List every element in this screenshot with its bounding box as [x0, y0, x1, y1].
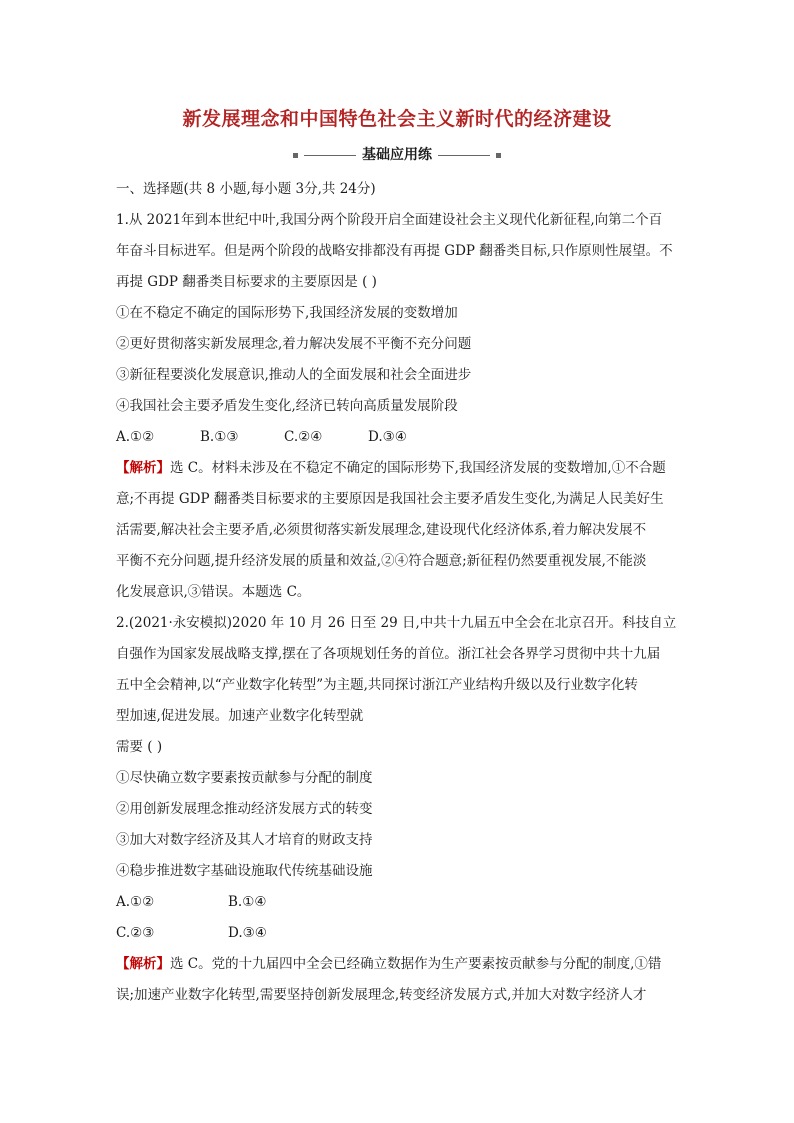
right-rule	[438, 155, 490, 156]
q1-item: ②更好贯彻落实新发展理念,着力解决发展不平衡不充分问题	[116, 336, 472, 352]
q2-option-b: B.①④	[228, 894, 267, 910]
q1-stem-line: 年奋斗目标进军。但是两个阶段的战略安排都没有再提 GDP 翻番类目标,只作原则性展望。不	[116, 243, 673, 259]
q2-option-c: C.②③	[116, 925, 155, 941]
q2-item: ①尽快确立数字要素按贡献参与分配的制度	[116, 770, 373, 786]
q1-analysis-line: 意;不再提 GDP 翻番类目标要求的主要原因是我国社会主要矛盾发生变化,为满足人民美好生	[116, 491, 664, 507]
subtitle-banner	[0, 144, 794, 164]
q1-option-c: C.②④	[284, 429, 323, 445]
q1-stem-line: 再提 GDP 翻番类目标要求的主要原因是 ( )	[116, 274, 377, 290]
analysis-label: 【解析】	[116, 460, 170, 476]
document-title: 新发展理念和中国特色社会主义新时代的经济建设	[182, 108, 612, 130]
q2-analysis-text: 选 C。党的十九届四中全会已经确立数据作为生产要素按贡献参与分配的制度,①错	[170, 956, 662, 972]
q2-stem-line: 2.(2021·永安模拟)2020 年 10 月 26 日至 29 日,中共十九届五中全会在北京召开。科技自立	[116, 615, 677, 631]
q1-analysis-line: 化发展意识,③错误。本题选 C。	[116, 584, 311, 600]
q1-option-d: D.③④	[368, 429, 407, 445]
q1-analysis-text: 选 C。材料未涉及在不稳定不确定的国际形势下,我国经济发展的变数增加,①不合题	[170, 460, 666, 476]
q2-analysis-line	[116, 949, 686, 980]
content	[116, 174, 686, 1011]
question-2	[116, 608, 686, 1011]
left-rule	[304, 155, 356, 156]
subtitle: 基础应用练	[362, 147, 432, 163]
q2-option-d: D.③④	[228, 925, 267, 941]
q1-analysis-line: 平衡不充分问题,提升经济发展的质量和效益,②④符合题意;新征程仍然要重视发展,不能淡	[116, 553, 647, 569]
q2-item: ④稳步推进数字基础设施取代传统基础设施	[116, 863, 373, 879]
q1-option-a: A.①②	[116, 429, 155, 445]
section-heading: 一、选择题(共 8 小题,每小题 3分,共 24分)	[116, 181, 376, 197]
q1-options	[116, 422, 686, 453]
q1-analysis-line	[116, 453, 686, 484]
q2-option-a: A.①②	[116, 894, 155, 910]
q1-stem-line: 1.从 2021年到本世纪中叶,我国分两个阶段开启全面建设社会主义现代化新征程,向第二个百	[116, 212, 663, 228]
analysis-label: 【解析】	[116, 956, 170, 972]
q2-stem-line: 自强作为国家发展战略支撑,摆在了各项规划任务的首位。浙江社会各界学习贯彻中共十九届	[116, 646, 661, 662]
q2-item: ③加大对数字经济及其人才培育的财政支持	[116, 832, 373, 848]
q2-analysis-line: 误;加速产业数字化转型,需要坚持创新发展理念,转变经济发展方式,并加大对数字经济人才	[116, 987, 647, 1003]
q1-item: ④我国社会主要矛盾发生变化,经济已转向高质量发展阶段	[116, 398, 458, 414]
q2-item: ②用创新发展理念推动经济发展方式的转变	[116, 801, 373, 817]
q1-item: ①在不稳定不确定的国际形势下,我国经济发展的变数增加	[116, 305, 458, 321]
q2-options-row-1	[116, 887, 686, 918]
q2-stem-line: 五中全会精神,以“产业数字化转型”为主题,共同探讨浙江产业结构升级以及行业数字化转	[116, 677, 638, 693]
q2-stem-line: 型加速,促进发展。加速产业数字化转型就	[116, 708, 364, 724]
right-diamond-icon	[496, 153, 501, 158]
q1-item: ③新征程要淡化发展意识,推动人的全面发展和社会全面进步	[116, 367, 472, 383]
left-diamond-icon	[293, 153, 298, 158]
q2-stem-line: 需要 ( )	[116, 739, 163, 755]
q1-option-b: B.①③	[200, 429, 239, 445]
question-1	[116, 205, 686, 608]
q2-options-row-2	[116, 918, 686, 949]
q1-analysis-line: 活需要,解决社会主要矛盾,必须贯彻落实新发展理念,建设现代化经济体系,着力解决发展不	[116, 522, 647, 538]
